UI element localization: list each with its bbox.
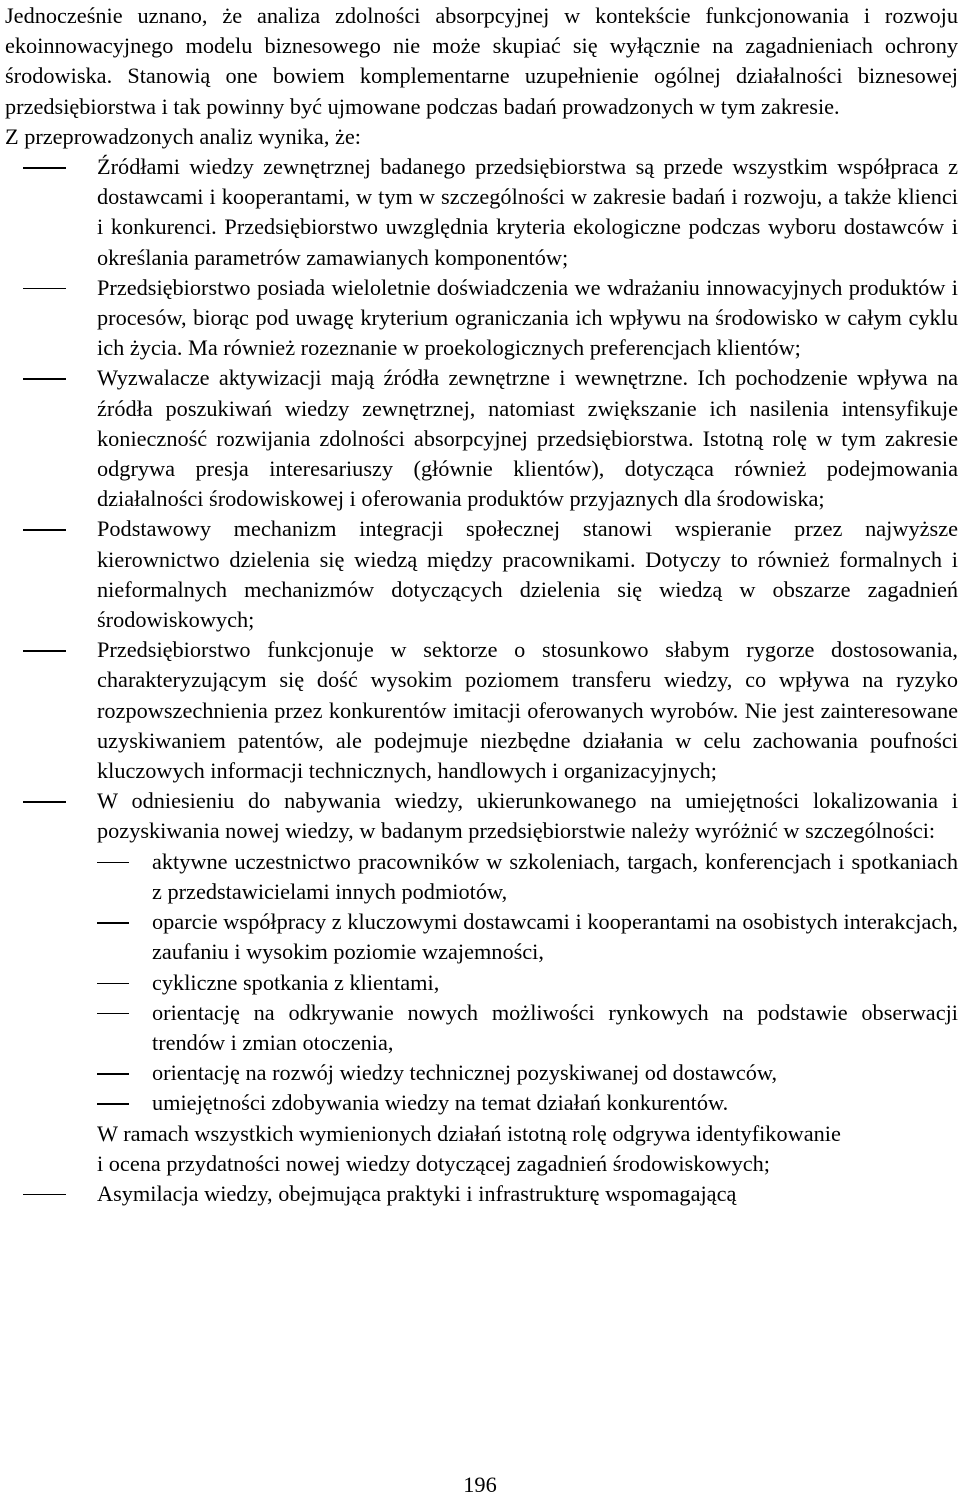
- acquisition-intro: W odniesieniu do nabywania wiedzy, ukierunkowanego na umiejętności lokalizowania i pozyskiwania nowej wiedzy, w badanym przedsiębiorstwie należy wyróżnić w szczególności:: [97, 788, 958, 844]
- findings-list: [5, 152, 958, 847]
- list-item: oparcie współpracy z kluczowymi dostawcami i kooperantami na osobistych interakcjach, zaufaniu i wysokim poziomie wzajemności,: [5, 907, 958, 967]
- list-item-acquisition: [5, 786, 958, 846]
- acquisition-closing-line-1: W ramach wszystkich wymienionych działań istotną rolę odgrywa identyfikowanie: [97, 1120, 841, 1146]
- list-item: cykliczne spotkania z klientami,: [5, 968, 958, 998]
- list-item: Wyzwalacze aktywizacji mają źródła zewnętrzne i wewnętrzne. Ich pochodzenie wpływa na źródła poszukiwań wiedzy zewnętrznej, natomiast zwiększanie ich nasilenia intensyfikuje konieczność rozwijania zdolności absorpcyjnej przedsiębiorstwa. Istotną rolę w tym zakresie odgrywa presja interesariuszy (głównie klientów), dotycząca również podejmowania działalności środowiskowej i oferowania produktów przyjaznych dla środowiska;: [5, 363, 958, 514]
- list-item: Źródłami wiedzy zewnętrznej badanego przedsiębiorstwa są przede wszystkim współpraca z dostawcami i kooperantami, w tym w szczególności w zakresie badań i rozwoju, a także klienci i konkurenci. Przedsiębiorstwo uwzględnia kryteria ekologiczne podczas wyboru dostawców i określania parametrów zamawianych komponentów;: [5, 152, 958, 273]
- acquisition-sublist: [5, 847, 958, 1119]
- list-item: orientację na rozwój wiedzy technicznej pozyskiwanej od dostawców,: [5, 1058, 958, 1088]
- assimilation-list: [5, 1179, 958, 1209]
- list-item: aktywne uczestnictwo pracowników w szkoleniach, targach, konferencjach i spotkaniach z przedstawicielami innych podmiotów,: [5, 847, 958, 907]
- page-number: 196: [463, 1472, 497, 1497]
- list-item: Podstawowy mechanizm integracji społecznej stanowi wspieranie przez najwyższe kierownictwo dzielenia się wiedzą między pracownikami. Dotyczy to również formalnych i nieformalnych mechanizmów dotyczących dzielenia się wiedzą w obszarze zagadnień środowiskowych;: [5, 514, 958, 635]
- list-item: Przedsiębiorstwo posiada wieloletnie doświadczenia we wdrażaniu innowacyjnych produktów i procesów, biorąc pod uwagę kryterium ograniczania ich wpływu na środowisko w całym cyklu ich życia. Ma również rozeznanie w proekologicznych preferencjach klientów;: [5, 273, 958, 364]
- list-item: orientację na odkrywanie nowych możliwości rynkowych na podstawie obserwacji trendów i zmian otoczenia,: [5, 998, 958, 1058]
- intro-paragraph: Jednocześnie uznano, że analiza zdolności absorpcyjnej w kontekście funkcjonowania i rozwoju ekoinnowacyjnego modelu biznesowego nie może skupiać się wyłącznie na zagadnieniach ochrony środowiska. Stanowią one bowiem komplementarne uzupełnienie ogólnej działalności biznesowej przedsiębiorstwa i tak powinny być ujmowane podczas badań prowadzonych w tym zakresie.: [5, 3, 958, 119]
- list-item: Przedsiębiorstwo funkcjonuje w sektorze o stosunkowo słabym rygorze dostosowania, charakteryzującym się dość wysokim poziomem transferu wiedzy, co wpływa na ryzyko rozpowszechnienia przez konkurentów imitacji oferowanych wyrobów. Nie jest zainteresowane uzyskiwaniem patentów, ale podejmuje niezbędne działania w celu zachowania poufności kluczowych informacji technicznych, handlowych i organizacyjnych;: [5, 635, 958, 786]
- lead-paragraph: Z przeprowadzonych analiz wynika, że:: [5, 123, 361, 149]
- document-body: [5, 1, 958, 1209]
- acquisition-closing-line-2: i ocena przydatności nowej wiedzy dotyczącej zagadnień środowiskowych;: [97, 1150, 771, 1176]
- list-item: Asymilacja wiedzy, obejmująca praktyki i infrastrukturę wspomagającą: [5, 1179, 958, 1209]
- list-item: umiejętności zdobywania wiedzy na temat działań konkurentów.: [5, 1088, 958, 1118]
- acquisition-closing: [5, 1119, 958, 1179]
